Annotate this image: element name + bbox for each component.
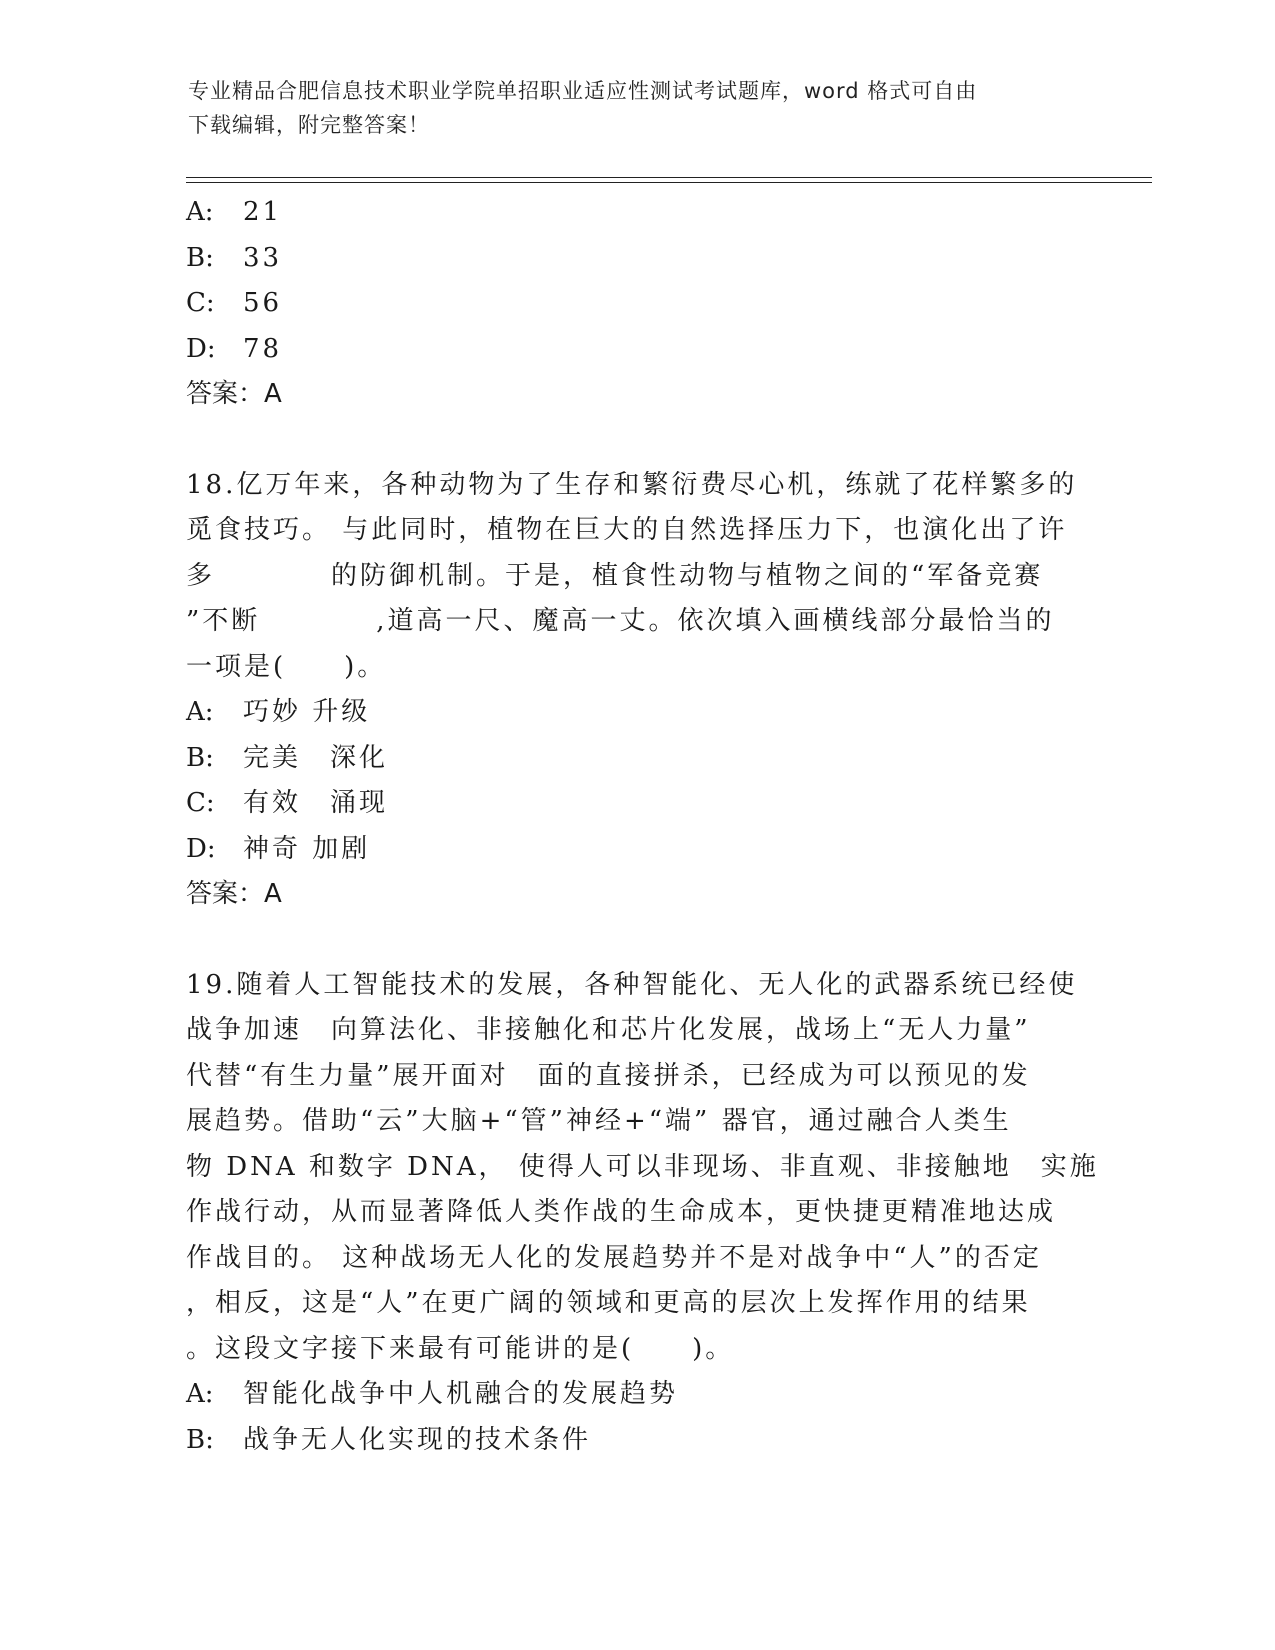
question-19-line-8: ，相反，这是“人”在更广阔的领域和更高的层次上发挥作用的结果: [186, 1288, 1031, 1318]
question-18-line-2: 觅食技巧。 与此同时，植物在巨大的自然选择压力下，也演化出了许: [186, 515, 1068, 545]
question-19-line-6: 作战行动，从而显著降低人类作战的生命成本，更快捷更精准地达成: [186, 1197, 1057, 1227]
spacer: [186, 418, 1086, 463]
option-b: [186, 1418, 1086, 1464]
option-d: [186, 327, 1086, 373]
header-line-1: 专业精品合肥信息技术职业学院单招职业适应性测试考试题库，word 格式可自由: [188, 79, 978, 103]
option-letter: C:: [186, 788, 215, 818]
question-18-line-1: 18.亿万年来，各种动物为了生存和繁衍费尽心机，练就了花样繁多的: [186, 469, 1078, 500]
spacer: [186, 918, 1086, 963]
question-18-answer: 答案：A: [186, 879, 282, 909]
question-17-answer: 答案：A: [186, 379, 282, 409]
header-divider-top: [186, 177, 1152, 178]
option-letter: D:: [186, 833, 216, 864]
option-text: 完美 深化: [243, 742, 389, 773]
page-header: [188, 74, 1078, 142]
option-letter: B:: [186, 742, 214, 773]
option-c: [186, 781, 1086, 827]
option-a: [186, 190, 1086, 236]
option-text: 巧妙 升级: [243, 697, 371, 727]
header-line-2: 下载编辑，附完整答案！: [188, 113, 430, 137]
question-19-line-7: 作战目的。 这种战场无人化的发展趋势并不是对战争中“人”的否定: [186, 1242, 1042, 1273]
option-text: 战争无人化实现的技术条件: [243, 1424, 592, 1455]
option-letter: D:: [186, 333, 216, 364]
question-19: [186, 963, 1099, 1464]
option-letter: C:: [186, 288, 215, 318]
option-a: [186, 1372, 1086, 1418]
header-divider-bottom: [186, 182, 1152, 183]
question-18-line-5: 一项是( )。: [186, 651, 387, 682]
question-19-line-1: 19.随着人工智能技术的发展，各种智能化、无人化的武器系统已经使: [186, 969, 1078, 1000]
option-text: 智能化战争中人机融合的发展趋势: [243, 1379, 679, 1409]
option-text: 有效 涌现: [243, 788, 389, 818]
option-letter: B:: [186, 242, 214, 273]
question-18-line-4: ”不断 ,道高一尺、魔高一丈。依次填入画横线部分最恰当的: [186, 606, 1055, 636]
option-text: 神奇 加剧: [243, 833, 371, 864]
option-text: 56: [243, 288, 283, 318]
option-letter: A:: [186, 697, 214, 727]
option-letter: B:: [186, 1424, 214, 1455]
option-a: [186, 690, 1086, 736]
option-text: 33: [243, 242, 283, 273]
question-18-line-3: 多 的防御机制。于是，植食性动物与植物之间的“军备竞赛: [186, 560, 1044, 591]
question-18: [186, 463, 1086, 918]
question-17-options: [186, 190, 1086, 418]
option-letter: A:: [186, 1379, 214, 1409]
option-text: 78: [243, 333, 283, 364]
option-b: [186, 236, 1086, 282]
question-19-line-9: 。这段文字接下来最有可能讲的是( )。: [186, 1333, 735, 1364]
question-19-line-5: 物 DNA 和数字 DNA， 使得人可以非现场、非直观、非接触地 实施: [186, 1151, 1099, 1182]
option-d: [186, 827, 1086, 873]
question-19-line-3: 代替“有生力量”展开面对 面的直接拼杀，已经成为可以预见的发: [186, 1060, 1031, 1091]
document-body: [186, 190, 1099, 1463]
option-letter: A:: [186, 197, 214, 227]
option-text: 21: [243, 197, 283, 227]
question-19-line-4: 展趋势。借助“云”大脑+“管”神经+“端” 器官，通过融合人类生: [186, 1106, 1012, 1136]
option-b: [186, 736, 1086, 782]
option-c: [186, 281, 1086, 327]
question-19-line-2: 战争加速 向算法化、非接触化和芯片化发展，战场上“无人力量”: [186, 1015, 1031, 1045]
